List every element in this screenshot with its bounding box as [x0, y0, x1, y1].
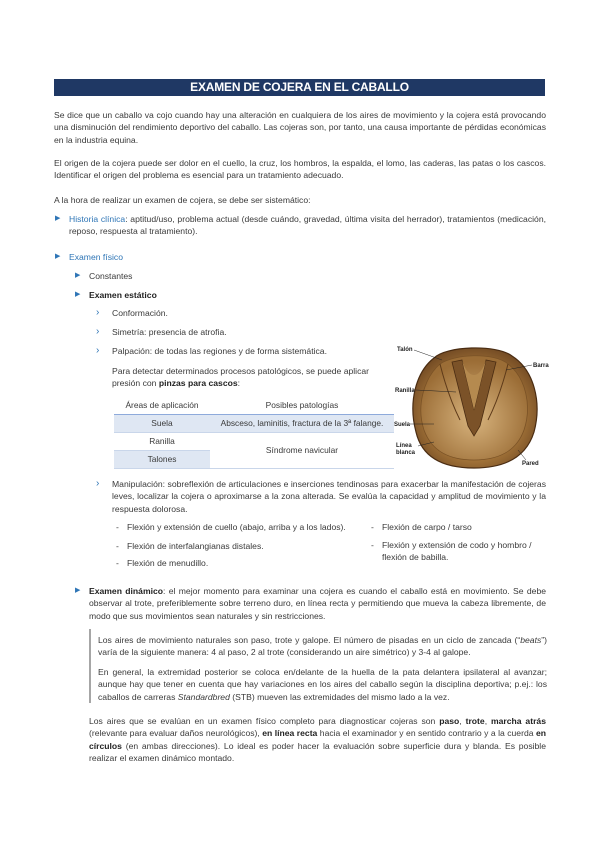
- historia-label: Historia clínica: [69, 214, 126, 224]
- bold-term: trote: [465, 716, 485, 726]
- examen-dinamico-text: : el mejor momento para examinar una cojera es cuando el caballo está en movimiento. Se debe observar al trote, preferiblemente sobre terreno duro, en línea recta y permitiendo que mueva la cabeza libremente, de modo que sus movimientos sean naturales y sin restricciones.: [89, 586, 547, 621]
- triangle-bullet-icon: ▶: [75, 291, 81, 298]
- flexion-item: Flexión y extensión de codo y hombro / flexión de babilla.: [382, 540, 532, 563]
- colon-text: :: [237, 378, 241, 389]
- hoof-label-blanca: blanca: [396, 450, 416, 456]
- paragraph-text: (relevante para evaluar daños neurológicos),: [89, 728, 263, 739]
- simetria-item: Simetría: presencia de atrofia.: [112, 327, 227, 337]
- chevron-right-icon: ›: [96, 326, 100, 337]
- dash-marker: -: [116, 541, 119, 551]
- examen-estatico-item: [89, 289, 157, 301]
- chevron-right-icon: ›: [96, 478, 100, 489]
- table-row: [114, 415, 394, 433]
- flexion-item: Flexión de interfalangianas distales.: [127, 541, 264, 551]
- pinzas-label: pinzas para cascos: [158, 378, 238, 389]
- quote-paragraph-2: [98, 666, 547, 703]
- hoof-label-linea: Línea: [396, 443, 412, 449]
- intro-paragraph-1: Se dice que un caballo va cojo cuando hay una alteración en cualquiera de los aires de movimiento y la cojera está provocando una disminución del rendimiento deportivo del caballo. Las cojeras son, por tanto, una causa importante de pérdidas económicas en la industria equina.: [54, 110, 546, 145]
- historia-text: : aptitud/uso, problema actual (desde cuándo, gravedad, última visita del herrador), tratamientos (medicación, reposo, respuesta al tratamiento).: [69, 214, 546, 237]
- examen-dinamico-item: [89, 585, 546, 622]
- procesos-text: Para detectar determinados procesos patológicos, se puede aplicar presión con: [112, 366, 370, 389]
- manipulacion-item: Manipulación: sobreflexión de articulaciones e inserciones tendinosas para exacerbar la manifestación de cojeras leves, localizar la cojera o aproximarse a la zona alterada. Se evalúa la capacidad y amplitud de movimiento y la respuesta dolorosa.: [112, 479, 546, 514]
- triangle-bullet-icon: ▶: [55, 253, 61, 260]
- chevron-right-icon: ›: [96, 345, 100, 356]
- aires-paragraph: [89, 715, 546, 765]
- quote-paragraph-1: [98, 634, 547, 659]
- chevron-right-icon: ›: [96, 307, 100, 318]
- table-header-row: [114, 397, 394, 415]
- hoof-label-pared: Pared: [522, 461, 539, 467]
- hoof-label-suela: Suela: [394, 422, 411, 428]
- page-title: EXAMEN DE COJERA EN EL CABALLO: [54, 79, 545, 96]
- bold-term: marcha atrás: [490, 716, 546, 726]
- intro-paragraph-2: El origen de la cojera puede ser dolor en el cuello, la cruz, los hombros, la espalda, el lomo, las caderas, las patas o los cascos. Identificar el origen del problema es esencial para un tratamiento adecuado.: [54, 158, 546, 181]
- triangle-bullet-icon: ▶: [75, 272, 81, 279]
- historia-clinica-item: [69, 213, 546, 238]
- paragraph-text: (en ambas direcciones). Lo ideal es poder hacer la evaluación sobre superficie dura y blanda. Es posible realizar el examen dinámico montado.: [89, 740, 546, 764]
- bold-term: en línea recta: [262, 728, 318, 739]
- examen-fisico-label: Examen físico: [69, 252, 123, 262]
- table-cell: Suela: [114, 415, 210, 433]
- hoof-label-ranilla: Ranilla: [395, 388, 415, 394]
- constantes-item: Constantes: [89, 271, 133, 281]
- flexion-item: Flexión y extensión de cuello (abajo, arriba y a los lados).: [127, 522, 346, 532]
- dash-marker: -: [116, 558, 119, 568]
- table-header: Áreas de aplicación: [114, 397, 210, 415]
- quote-italic: beats: [520, 635, 542, 645]
- patologias-table: [114, 397, 394, 469]
- quote-text: En general, la extremidad posterior se coloca en/delante de la huella de la pata delantera ipsilateral al avanzar; aunque hay que tener en cuenta que hay variaciones en los aires del caballo según la disciplina deportiva; p.ej.: los caballos de carreras: [98, 667, 547, 702]
- triangle-bullet-icon: ▶: [55, 215, 61, 222]
- pinzas-paragraph: [112, 365, 390, 390]
- quote-text: Los aires de movimiento naturales son paso, trote y galope. El número de pisadas en un ciclo de zancada (“: [98, 635, 521, 645]
- paragraph-text: ,: [484, 716, 491, 726]
- intro-paragraph-3: A la hora de realizar un examen de cojera, se debe ser sistemático:: [54, 195, 311, 205]
- table-cell: Talones: [114, 451, 210, 469]
- dash-marker: -: [116, 522, 119, 532]
- dash-marker: -: [371, 522, 374, 532]
- dash-marker: -: [371, 540, 374, 550]
- table-row: [114, 433, 394, 451]
- triangle-bullet-icon: ▶: [75, 587, 81, 594]
- examen-estatico-label: Examen estático: [89, 290, 157, 300]
- hoof-sole-illustration: [394, 340, 556, 472]
- paragraph-text: Los aires que se evalúan en un examen físico completo para diagnosticar cojeras son: [89, 716, 440, 726]
- table-cell: Absceso, laminitis, fractura de la 3ª falange.: [210, 415, 394, 433]
- quote-text: (STB) mueven las extremidades del mismo lado a la vez.: [229, 691, 450, 702]
- quote-text: ”) varía de la siguiente manera: 4 al paso, 2 al trote (considerando un aire simétrico) y 3-4 al galope.: [98, 635, 547, 658]
- quote-block: [89, 629, 547, 703]
- bold-term: en círculos: [89, 728, 546, 751]
- table-cell: Ranilla: [114, 433, 210, 451]
- paragraph-text: hacia el examinador y en sentido contrario y a la cuerda: [317, 728, 536, 739]
- palpacion-item: Palpación: de todas las regiones y de forma sistemática.: [112, 346, 327, 356]
- bold-term: paso: [439, 716, 460, 726]
- examen-dinamico-label: Examen dinámico: [89, 586, 164, 596]
- table-cell: Síndrome navicular: [210, 433, 394, 469]
- flexion-item: Flexión de carpo / tarso: [382, 522, 472, 532]
- hoof-label-barra: Barra: [533, 363, 549, 369]
- table-header: Posibles patologías: [210, 397, 394, 415]
- flexion-item: Flexión de menudillo.: [127, 558, 209, 568]
- conformacion-item: Conformación.: [112, 308, 168, 318]
- paragraph-text: ,: [459, 716, 466, 726]
- hoof-label-talon: Talón: [397, 347, 413, 353]
- quote-italic: Standardbred: [177, 691, 230, 702]
